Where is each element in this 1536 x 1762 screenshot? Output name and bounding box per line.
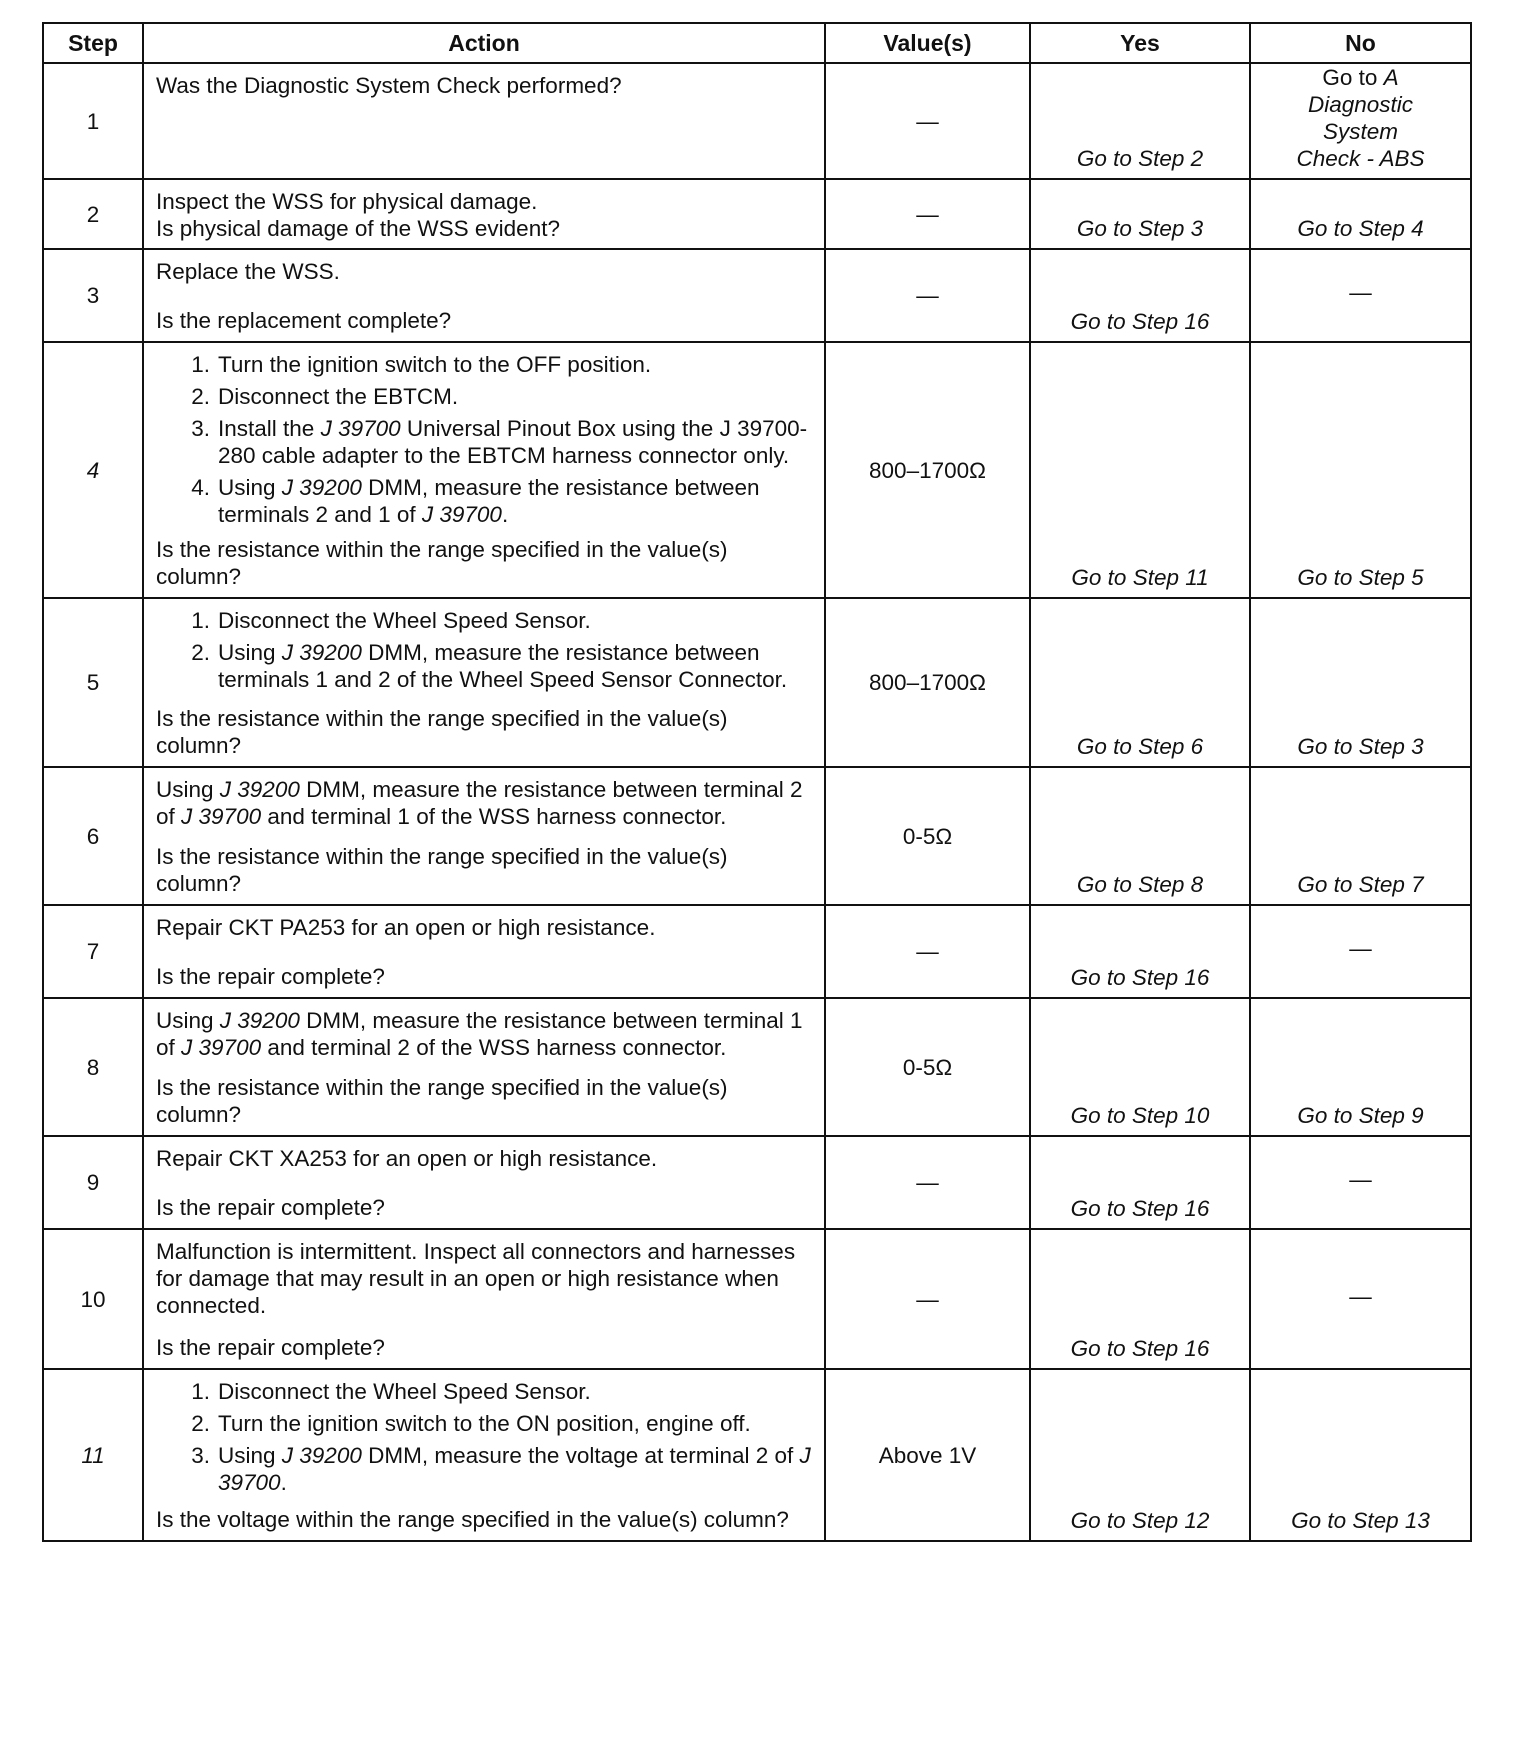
no-cell: Go to Step 5 <box>1250 342 1471 598</box>
header-step: Step <box>43 23 143 63</box>
table-row <box>43 1369 1471 1541</box>
list-item: 1. Disconnect the Wheel Speed Sensor. <box>191 608 591 633</box>
step-number: 3 <box>43 249 143 342</box>
action-steps-list <box>156 607 814 693</box>
header-yes: Yes <box>1030 23 1250 63</box>
no-cell: Go to Step 13 <box>1250 1369 1471 1541</box>
list-item: 4. Using J 39200 DMM, measure the resistance between terminals 2 and 1 of J 39700. <box>191 475 760 527</box>
table-row <box>43 767 1471 905</box>
no-cell: Go to Step 7 <box>1250 767 1471 905</box>
action-cell <box>143 598 825 767</box>
action-cell <box>143 1229 825 1369</box>
list-item: 1. Disconnect the Wheel Speed Sensor. <box>191 1379 591 1404</box>
yes-cell: Go to Step 16 <box>1030 905 1250 998</box>
action-question: Is the resistance within the range specified in the value(s) column? <box>156 1075 728 1127</box>
action-question: Is the resistance within the range specified in the value(s) column? <box>156 706 728 758</box>
action-cell <box>143 1369 825 1541</box>
step-number: 4 <box>43 342 143 598</box>
value-cell: 0-5Ω <box>825 998 1030 1136</box>
yes-cell: Go to Step 3 <box>1030 179 1250 249</box>
action-text: Inspect the WSS for physical damage. <box>156 189 538 214</box>
yes-cell: Go to Step 2 <box>1030 63 1250 179</box>
action-cell <box>143 905 825 998</box>
step-number: 2 <box>43 179 143 249</box>
action-cell <box>143 63 825 179</box>
action-text: Malfunction is intermittent. Inspect all connectors and harnesses for damage that may result in an open or high resistance when connected. <box>156 1239 796 1318</box>
list-item: 3. Using J 39200 DMM, measure the voltage at terminal 2 of J 39700. <box>191 1443 811 1495</box>
yes-cell: Go to Step 6 <box>1030 598 1250 767</box>
table-row <box>43 63 1471 179</box>
action-steps-list <box>156 351 814 528</box>
action-text: Replace the WSS. <box>156 259 340 284</box>
action-question: Is physical damage of the WSS evident? <box>156 216 560 241</box>
list-item: 2. Using J 39200 DMM, measure the resistance between terminals 1 and 2 of the Wheel Speed Sensor Connector. <box>191 640 788 692</box>
list-item: 2. Disconnect the EBTCM. <box>191 384 459 409</box>
yes-cell: Go to Step 16 <box>1030 1229 1250 1369</box>
table-row <box>43 1136 1471 1229</box>
table-row <box>43 179 1471 249</box>
value-cell: — <box>825 63 1030 179</box>
step-number: 11 <box>43 1369 143 1541</box>
step-number: 5 <box>43 598 143 767</box>
action-cell <box>143 767 825 905</box>
table-row <box>43 249 1471 342</box>
list-item: 1. Turn the ignition switch to the OFF position. <box>191 352 652 377</box>
no-cell: Go to Step 4 <box>1250 179 1471 249</box>
action-text: Using J 39200 DMM, measure the resistance between terminal 1 of J 39700 and terminal 2 of the WSS harness connector. <box>156 1008 803 1060</box>
action-question: Is the resistance within the range specified in the value(s) column? <box>156 537 728 589</box>
step-number: 1 <box>43 63 143 179</box>
table-row <box>43 998 1471 1136</box>
no-cell: — <box>1250 249 1471 342</box>
value-cell: 800–1700Ω <box>825 342 1030 598</box>
yes-cell: Go to Step 16 <box>1030 1136 1250 1229</box>
action-text: Using J 39200 DMM, measure the resistance between terminal 2 of J 39700 and terminal 1 of the WSS harness connector. <box>156 777 803 829</box>
action-cell <box>143 179 825 249</box>
yes-cell: Go to Step 8 <box>1030 767 1250 905</box>
value-cell: — <box>825 905 1030 998</box>
no-cell: Go to A Diagnostic System Check - ABS <box>1250 63 1471 179</box>
action-question: Is the resistance within the range specified in the value(s) column? <box>156 844 728 896</box>
diagnostic-table <box>42 22 1472 1542</box>
table-row <box>43 598 1471 767</box>
table-row <box>43 905 1471 998</box>
value-cell: 800–1700Ω <box>825 598 1030 767</box>
value-cell: Above 1V <box>825 1369 1030 1541</box>
action-steps-list <box>156 1378 814 1496</box>
value-cell: — <box>825 1229 1030 1369</box>
header-action: Action <box>143 23 825 63</box>
step-number: 6 <box>43 767 143 905</box>
step-number: 10 <box>43 1229 143 1369</box>
action-question: Is the repair complete? <box>156 964 385 989</box>
no-cell: Go to Step 9 <box>1250 998 1471 1136</box>
action-text: Was the Diagnostic System Check performed? <box>156 73 622 98</box>
action-text: Repair CKT PA253 for an open or high resistance. <box>156 915 656 940</box>
list-item: 2. Turn the ignition switch to the ON position, engine off. <box>191 1411 751 1436</box>
value-cell: 0-5Ω <box>825 767 1030 905</box>
header-row <box>43 23 1471 63</box>
action-question: Is the replacement complete? <box>156 308 452 333</box>
header-no: No <box>1250 23 1471 63</box>
action-question: Is the repair complete? <box>156 1335 385 1360</box>
action-text: Repair CKT XA253 for an open or high resistance. <box>156 1146 658 1171</box>
yes-cell: Go to Step 11 <box>1030 342 1250 598</box>
no-cell: — <box>1250 905 1471 998</box>
action-cell <box>143 249 825 342</box>
list-item: 3. Install the J 39700 Universal Pinout Box using the J 39700-280 cable adapter to the EBTCM harness connector only. <box>191 416 808 468</box>
step-number: 7 <box>43 905 143 998</box>
action-cell <box>143 1136 825 1229</box>
action-question: Is the voltage within the range specified in the value(s) column? <box>156 1507 789 1532</box>
step-number: 9 <box>43 1136 143 1229</box>
action-cell <box>143 342 825 598</box>
value-cell: — <box>825 1136 1030 1229</box>
step-number: 8 <box>43 998 143 1136</box>
header-values: Value(s) <box>825 23 1030 63</box>
no-cell: — <box>1250 1229 1471 1369</box>
table-body <box>43 63 1471 1541</box>
no-cell: Go to Step 3 <box>1250 598 1471 767</box>
yes-cell: Go to Step 16 <box>1030 249 1250 342</box>
action-question: Is the repair complete? <box>156 1195 385 1220</box>
yes-cell: Go to Step 12 <box>1030 1369 1250 1541</box>
value-cell: — <box>825 179 1030 249</box>
action-cell <box>143 998 825 1136</box>
no-cell: — <box>1250 1136 1471 1229</box>
value-cell: — <box>825 249 1030 342</box>
table-row <box>43 1229 1471 1369</box>
table-row <box>43 342 1471 598</box>
yes-cell: Go to Step 10 <box>1030 998 1250 1136</box>
